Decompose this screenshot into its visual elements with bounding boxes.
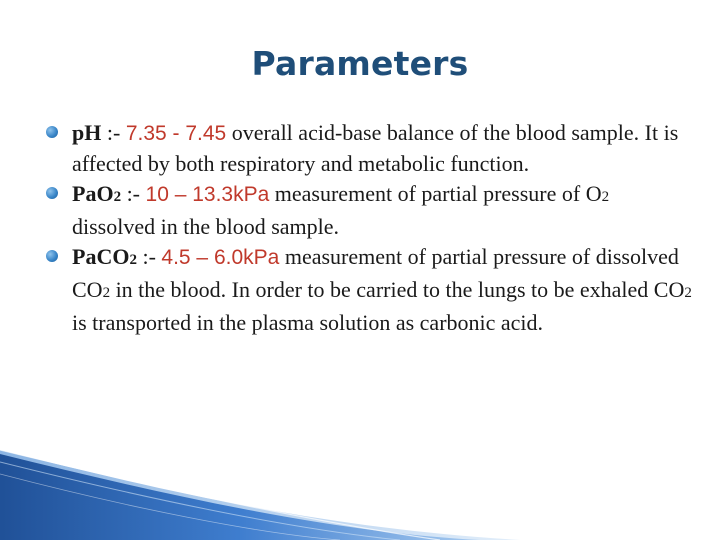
bullet-dot-icon — [46, 250, 58, 262]
param-description-middle: in the blood. In order to be carried to the lungs to be exhaled CO — [110, 277, 685, 302]
bullet-pao2 — [44, 179, 694, 242]
param-description: measurement of partial pressure of O — [269, 181, 602, 206]
param-range: 4.5 – 6.0kPa — [161, 246, 280, 269]
param-description: measurement of partial pressure of dissolved CO — [72, 244, 679, 302]
param-description-end: is transported in the plasma solution as carbonic acid. — [72, 310, 544, 335]
description-subscript: 2 — [102, 285, 111, 301]
bullet-dot-icon — [46, 126, 58, 138]
bullet-list — [44, 118, 694, 338]
param-name-subscript: 2 — [113, 189, 122, 205]
param-separator: :- — [136, 244, 162, 269]
param-separator: :- — [101, 120, 126, 145]
bullet-dot-icon — [46, 187, 58, 199]
param-name: PaCO — [72, 244, 130, 269]
description-subscript: 2 — [684, 285, 692, 301]
param-separator: :- — [121, 181, 146, 206]
param-range: 7.35 - 7.45 — [125, 122, 227, 145]
bullet-paco2 — [44, 242, 694, 338]
param-name: pH — [72, 120, 102, 145]
param-description-end: dissolved in the blood sample. — [72, 214, 340, 239]
description-subscript: 2 — [601, 189, 610, 205]
param-name: PaO — [72, 181, 114, 206]
param-description: overall acid-base balance of the blood sample. It is affected by both respiratory and metabolic function. — [72, 120, 679, 176]
param-name-subscript: 2 — [129, 252, 137, 268]
param-range: 10 – 13.3kPa — [145, 183, 270, 206]
slide-title: Parameters — [251, 44, 469, 83]
wave-decoration — [0, 450, 720, 540]
bullet-ph — [44, 118, 694, 179]
